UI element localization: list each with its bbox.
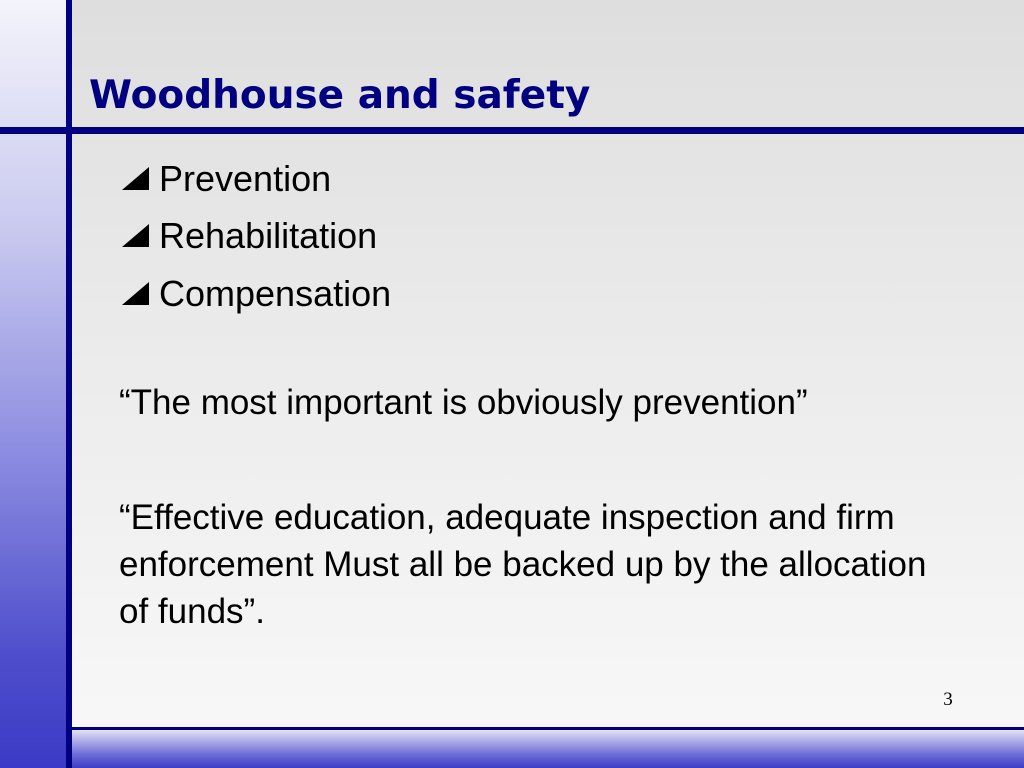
title-underline-rule [0,127,1024,134]
bottom-gradient-band [72,728,1024,768]
bullet-item-prevention [121,150,391,208]
bullet-item-rehabilitation [121,208,391,266]
bullet-item-compensation [121,265,391,323]
bullet-label: Compensation [159,272,392,314]
bullet-label: Prevention [159,157,332,199]
triangle-bullet-icon [121,166,151,192]
left-gradient-band [0,0,66,768]
slide-title: Woodhouse and safety [89,73,591,118]
bottom-rule [66,727,1024,730]
triangle-bullet-icon [121,223,151,249]
bullet-list [121,150,391,323]
page-number: 3 [943,689,953,710]
triangle-bullet-icon [121,281,151,307]
quote-funding: “Effective education, adequate inspection and firm enforcement Must all be backed up by the allocation of funds”. [119,498,927,631]
quote-prevention: “The most important is obviously prevention” [119,383,808,422]
bullet-label: Rehabilitation [159,215,378,257]
left-vertical-rule [66,0,72,768]
